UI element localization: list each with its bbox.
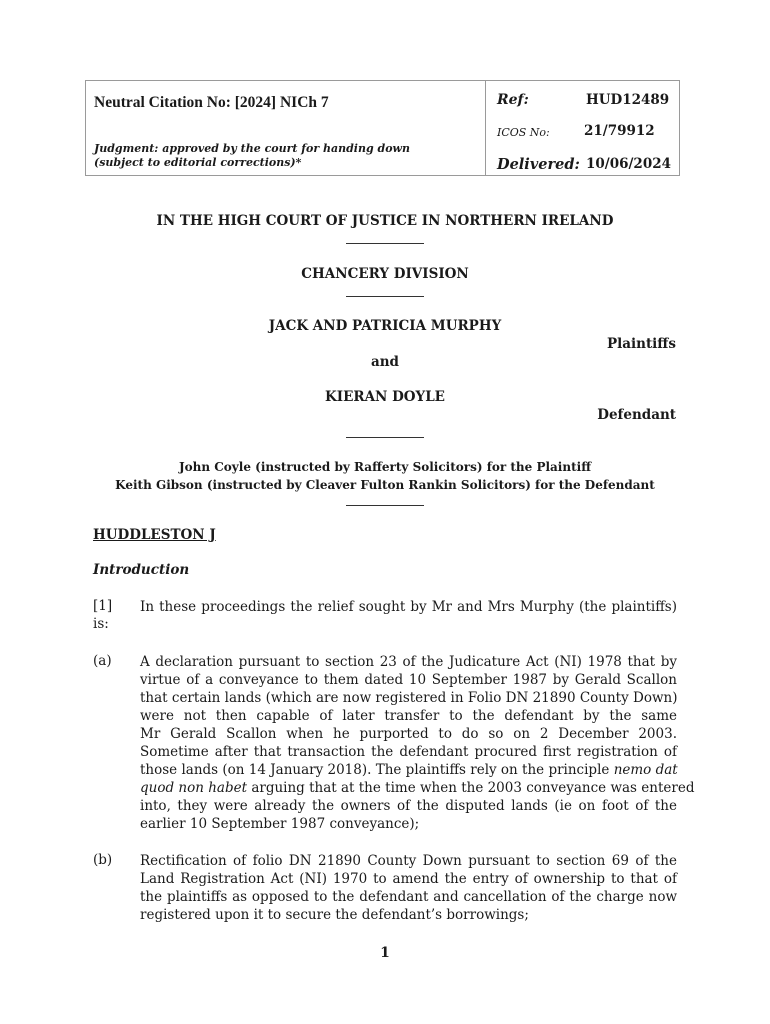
reference-cell bbox=[486, 81, 681, 175]
paragraph-line-with-latin bbox=[140, 779, 695, 797]
paragraph-number: [1] bbox=[93, 598, 113, 614]
judgment-note bbox=[94, 142, 410, 170]
paragraph-line: into, they were already the owners of the disputed lands (ie on foot of the bbox=[140, 798, 677, 814]
paragraph-line-with-latin bbox=[140, 761, 677, 779]
icos-value: 21/79912 bbox=[584, 123, 655, 139]
delivered-label: Delivered: bbox=[497, 156, 580, 173]
judge-name: HUDDLESTON J bbox=[93, 527, 216, 543]
plaintiffs-name: JACK AND PATRICIA MURPHY bbox=[268, 318, 502, 334]
plaintiffs-role: Plaintiffs bbox=[606, 336, 676, 352]
counsel-defendant: Keith Gibson (instructed by Cleaver Fulton Rankin Solicitors) for the Defendant bbox=[115, 478, 655, 492]
defendant-role: Defendant bbox=[597, 407, 676, 423]
paragraph-line: Land Registration Act (NI) 1970 to amend the entry of ownership to that of bbox=[140, 871, 677, 887]
paragraph-line: Mr Gerald Scallon when he purported to do so on 2 December 2003. bbox=[140, 726, 677, 742]
paragraph-line: the plaintiffs as opposed to the defendant and cancellation of the charge now bbox=[140, 889, 677, 905]
paragraph-continuation: is: bbox=[93, 616, 109, 632]
paragraph-line: registered upon it to secure the defendant’s borrowings; bbox=[140, 907, 529, 923]
divider-rule bbox=[346, 505, 424, 506]
division-title: CHANCERY DIVISION bbox=[301, 266, 469, 282]
neutral-citation: Neutral Citation No: [2024] NICh 7 bbox=[94, 94, 329, 111]
paragraph-text: arguing that at the time when the 2003 conveyance was entered bbox=[251, 780, 695, 796]
divider-rule bbox=[346, 296, 424, 297]
paragraph-line: Sometime after that transaction the defendant procured first registration of bbox=[140, 744, 677, 760]
paragraph-line: Rectification of folio DN 21890 County Down pursuant to section 69 of the bbox=[140, 853, 677, 869]
paragraph-line: were not then capable of later transfer to the defendant by the same bbox=[140, 708, 677, 724]
ref-value: HUD12489 bbox=[586, 92, 670, 108]
section-heading: Introduction bbox=[93, 562, 190, 578]
judgment-note-line2: (subject to editorial corrections)* bbox=[94, 156, 302, 169]
defendant-name: KIERAN DOYLE bbox=[325, 389, 445, 405]
paragraph-line: virtue of a conveyance to them dated 10 September 1987 by Gerald Scallon bbox=[140, 672, 677, 688]
counsel-plaintiff: John Coyle (instructed by Rafferty Solicitors) for the Plaintiff bbox=[178, 460, 592, 474]
page-number: 1 bbox=[380, 945, 390, 961]
paragraph-line: earlier 10 September 1987 conveyance); bbox=[140, 816, 420, 832]
icos-label: ICOS No: bbox=[497, 126, 550, 139]
paragraph-line: In these proceedings the relief sought by Mr and Mrs Murphy (the plaintiffs) bbox=[140, 599, 677, 615]
paragraph-line: A declaration pursuant to section 23 of the Judicature Act (NI) 1978 that by bbox=[140, 654, 677, 670]
latin-phrase: nemo dat bbox=[613, 762, 678, 778]
judgment-note-line1: Judgment: approved by the court for handing down bbox=[94, 142, 411, 155]
paragraph-line: that certain lands (which are now registered in Folio DN 21890 County Down) bbox=[140, 690, 678, 706]
and-separator: and bbox=[370, 354, 399, 370]
subparagraph-label: (b) bbox=[93, 852, 113, 868]
paragraph-1 bbox=[140, 598, 677, 616]
delivered-value: 10/06/2024 bbox=[586, 156, 672, 172]
latin-phrase: quod non habet bbox=[140, 780, 248, 796]
divider-rule bbox=[346, 243, 424, 244]
divider-rule bbox=[346, 437, 424, 438]
subparagraph-label: (a) bbox=[93, 653, 112, 669]
court-title: IN THE HIGH COURT OF JUSTICE IN NORTHERN IRELAND bbox=[156, 213, 614, 229]
subparagraph-b bbox=[140, 852, 677, 924]
citation-header-table bbox=[85, 80, 680, 176]
subparagraph-a bbox=[140, 653, 695, 833]
paragraph-text: those lands (on 14 January 2018). The plaintiffs rely on the principle bbox=[140, 762, 610, 778]
ref-label: Ref: bbox=[497, 92, 529, 108]
citation-cell bbox=[86, 81, 486, 175]
